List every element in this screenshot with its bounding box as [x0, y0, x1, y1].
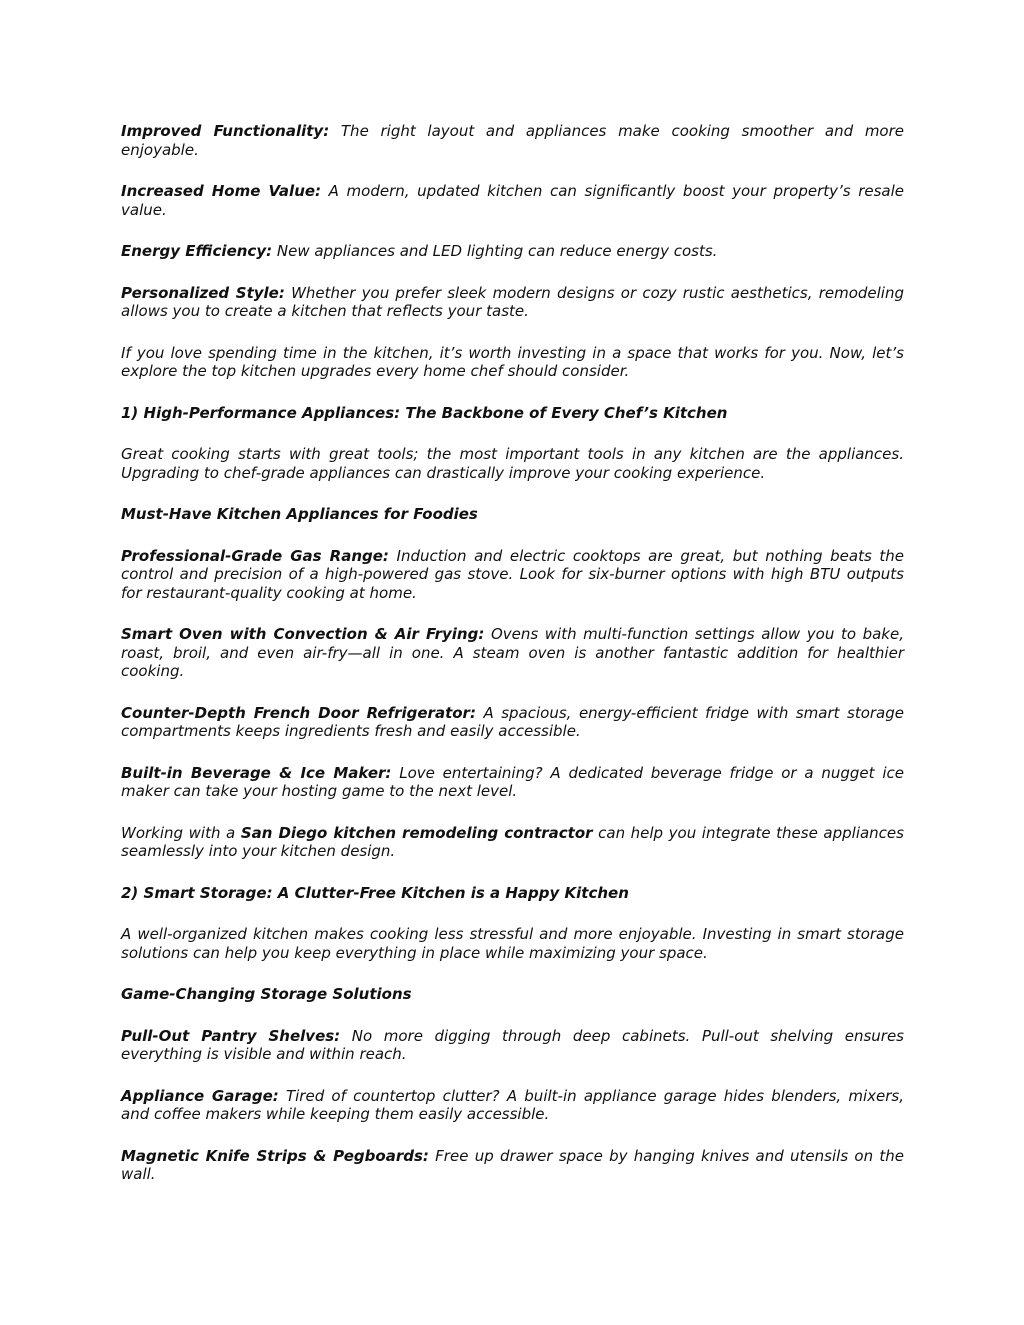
benefit-label: Increased Home Value:: [121, 182, 322, 200]
benefit-text: New appliances and LED lighting can reduce energy costs.: [272, 242, 718, 260]
contractor-emphasis: San Diego kitchen remodeling contractor: [240, 823, 593, 842]
section-2-body: A well-organized kitchen makes cooking less stressful and more enjoyable. Investing in smart storage solutions can help you keep everything in place while maximizing your space.: [121, 925, 904, 962]
item-text: Free up drawer space by hanging knives and utensils on the wall.: [121, 1146, 904, 1183]
section-1-subheading: Must-Have Kitchen Appliances for Foodies: [121, 505, 478, 523]
section-2-subheading: Game-Changing Storage Solutions: [121, 985, 412, 1003]
closing-text-after: can help you integrate these appliances seamlessly into your kitchen design.: [121, 823, 904, 860]
benefit-home-value: [121, 182, 904, 219]
benefit-text: The right layout and appliances make cooking smoother and more enjoyable.: [121, 122, 904, 159]
section-1-closing: [121, 824, 904, 861]
closing-text-before: Working with a: [121, 823, 241, 842]
storage-appliance-garage: [121, 1087, 904, 1124]
item-text: Love entertaining? A dedicated beverage fridge or a nugget ice maker can take your hosting game to the next level.: [121, 763, 904, 800]
document-page: [121, 122, 904, 1207]
benefit-label: Improved Functionality:: [121, 122, 330, 140]
item-label: Appliance Garage:: [121, 1086, 279, 1105]
benefit-text: A modern, updated kitchen can significantly boost your property’s resale value.: [121, 182, 904, 219]
item-label: Smart Oven with Convection & Air Frying:: [121, 625, 485, 643]
item-text: Induction and electric cooktops are great, but nothing beats the control and precision of a high-powered gas stove. Look for six-burner options with high BTU outputs for restaurant-quality cooking at home.: [121, 546, 904, 602]
appliance-beverage-maker: [121, 764, 904, 801]
item-label: Magnetic Knife Strips & Pegboards:: [121, 1146, 429, 1165]
benefit-style: [121, 284, 904, 321]
item-label: Counter-Depth French Door Refrigerator:: [121, 703, 476, 722]
benefit-label: Personalized Style:: [121, 283, 285, 302]
benefit-text: Whether you prefer sleek modern designs or cozy rustic aesthetics, remodeling allows you to create a kitchen that reflects your taste.: [121, 283, 904, 320]
benefit-label: Energy Efficiency:: [121, 242, 273, 260]
intro-paragraph: If you love spending time in the kitchen, it’s worth investing in a space that works for you. Now, let’s explore the top kitchen upgrades every home chef should consider.: [121, 343, 904, 380]
storage-pantry-shelves: [121, 1027, 904, 1064]
item-label: Built-in Beverage & Ice Maker:: [121, 763, 392, 782]
section-1-heading: 1) High-Performance Appliances: The Backbone of Every Chef’s Kitchen: [121, 403, 728, 422]
item-label: Pull-Out Pantry Shelves:: [121, 1026, 341, 1045]
section-1-body: Great cooking starts with great tools; the most important tools in any kitchen are the appliances. Upgrading to chef-grade appliances can drastically improve your cooking experience.: [121, 445, 904, 482]
benefit-functionality: [121, 122, 904, 159]
item-text: Ovens with multi-function settings allow you to bake, roast, broil, and even air-fry—all in one. A steam oven is another fantastic addition for healthier cooking.: [121, 625, 904, 680]
appliance-refrigerator: [121, 704, 904, 741]
section-2-heading: 2) Smart Storage: A Clutter-Free Kitchen is a Happy Kitchen: [121, 883, 629, 902]
storage-magnetic-strips: [121, 1147, 904, 1184]
item-label: Professional-Grade Gas Range:: [121, 546, 389, 565]
item-text: A spacious, energy-efficient fridge with smart storage compartments keeps ingredients fresh and easily accessible.: [121, 703, 904, 740]
benefit-energy: [121, 242, 904, 261]
item-text: No more digging through deep cabinets. Pull-out shelving ensures everything is visible and within reach.: [121, 1026, 904, 1063]
item-text: Tired of countertop clutter? A built-in appliance garage hides blenders, mixers, and coffee makers while keeping them easily accessible.: [121, 1086, 904, 1123]
appliance-gas-range: [121, 547, 904, 603]
appliance-smart-oven: [121, 625, 904, 681]
